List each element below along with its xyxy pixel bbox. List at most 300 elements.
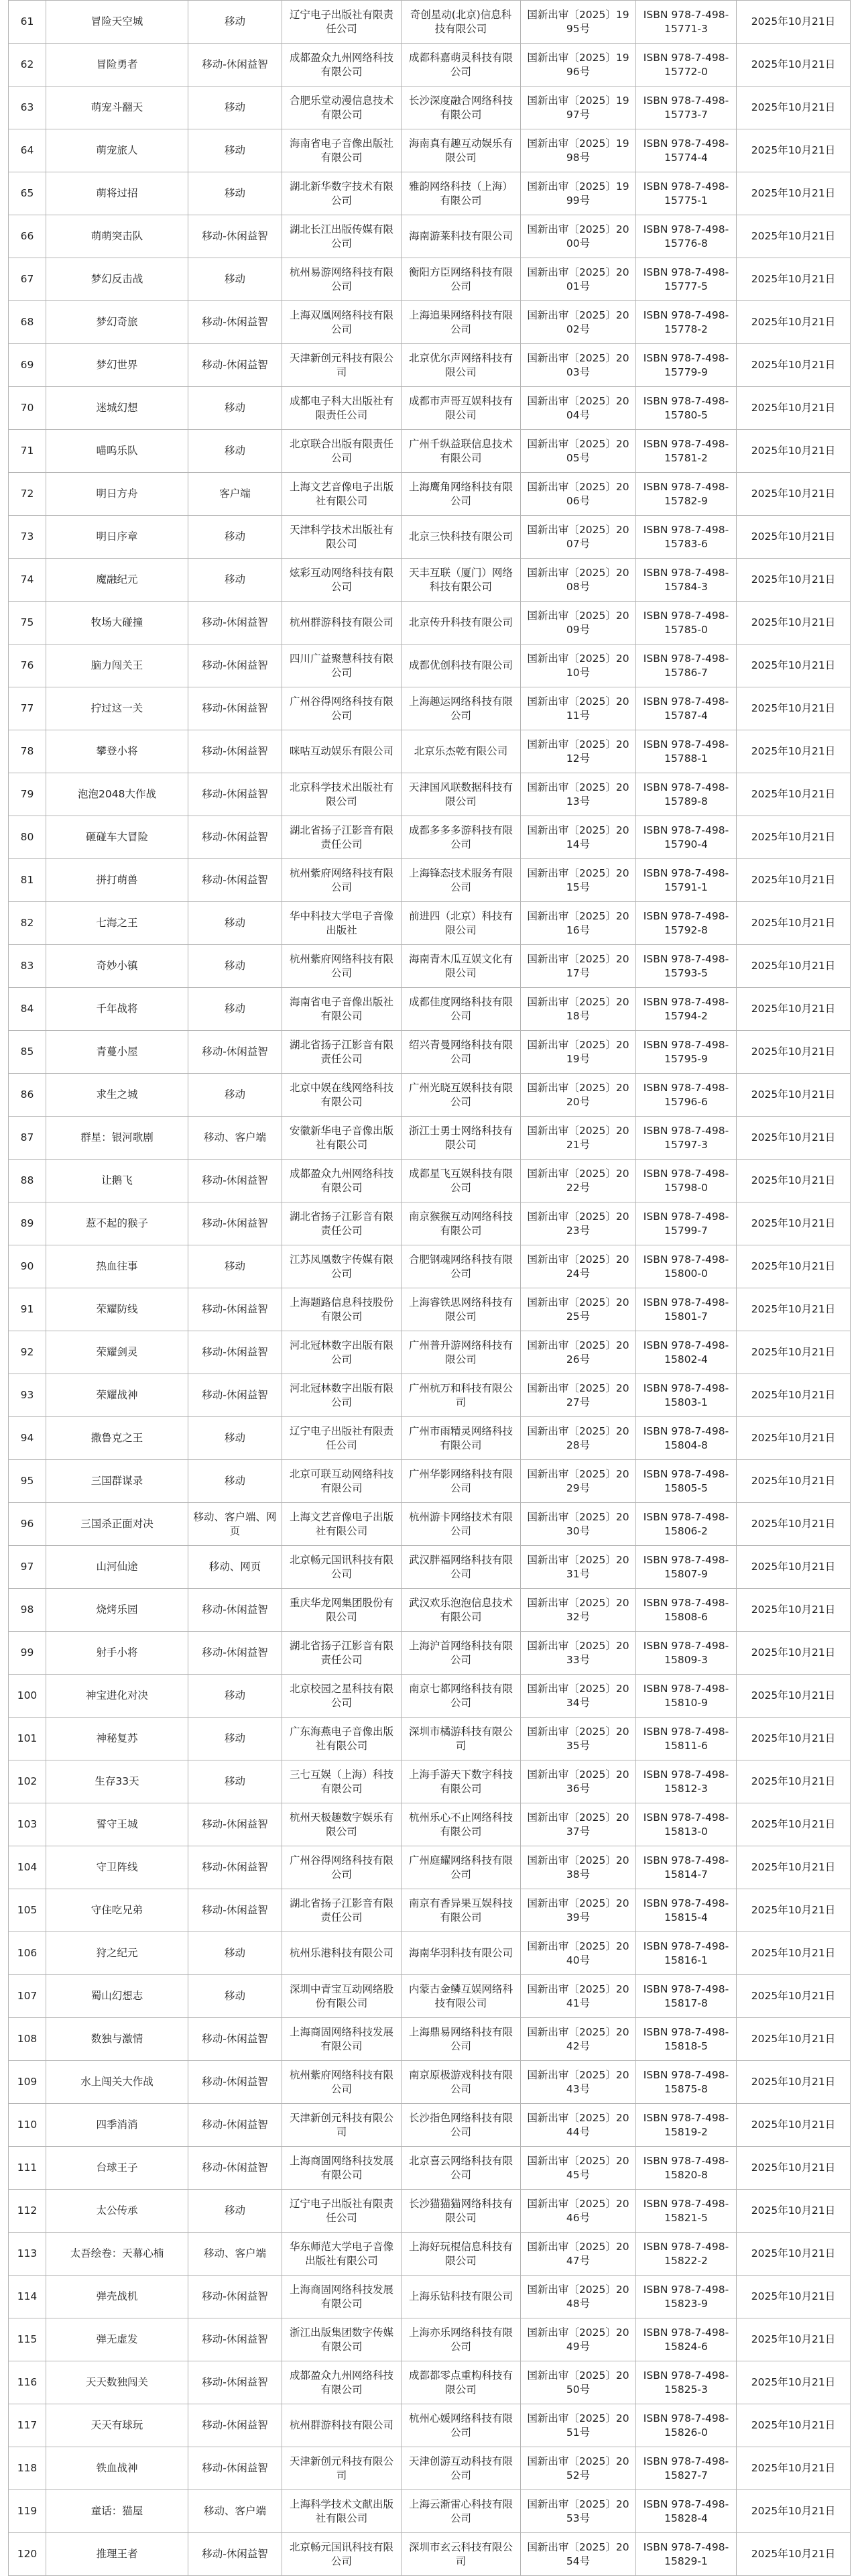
approval-date-cell: 2025年10月21日 — [737, 87, 851, 129]
publisher-cell: 北京科学技术出版社有限公司 — [282, 773, 402, 816]
game-name-cell: 惹不起的猴子 — [46, 1202, 188, 1245]
approval-date-cell: 2025年10月21日 — [737, 1460, 851, 1503]
table-row — [9, 1202, 851, 1245]
table-row — [9, 1245, 851, 1288]
isbn-cell: ISBN 978-7-498-15823-9 — [636, 2276, 737, 2318]
approval-date-cell: 2025年10月21日 — [737, 1031, 851, 1074]
approval-number-cell: 国新出审〔2025〕2013号 — [521, 773, 636, 816]
row-number-cell: 80 — [9, 816, 46, 859]
table-row — [9, 2490, 851, 2533]
approval-number-cell: 国新出审〔2025〕2052号 — [521, 2447, 636, 2490]
isbn-cell: ISBN 978-7-498-15827-7 — [636, 2447, 737, 2490]
table-row — [9, 2361, 851, 2404]
approval-date-cell: 2025年10月21日 — [737, 2276, 851, 2318]
row-number-cell: 103 — [9, 1803, 46, 1846]
game-name-cell: 童话：猫屋 — [46, 2490, 188, 2533]
table-row — [9, 2147, 851, 2190]
table-row — [9, 988, 851, 1031]
table-row — [9, 516, 851, 559]
approval-number-cell: 国新出审〔2025〕2004号 — [521, 387, 636, 430]
operator-cell: 成都市声哥互娱科技有限公司 — [402, 387, 521, 430]
publisher-cell: 广州谷得网络科技有限公司 — [282, 687, 402, 730]
publisher-cell: 北京可联互动网络科技有限公司 — [282, 1460, 402, 1503]
game-name-cell: 数独与激情 — [46, 2018, 188, 2061]
row-number-cell: 107 — [9, 1975, 46, 2018]
operator-cell: 海南青木瓜互娱文化有限公司 — [402, 945, 521, 988]
publisher-cell: 海南省电子音像出版社有限公司 — [282, 129, 402, 172]
approval-date-cell: 2025年10月21日 — [737, 1675, 851, 1718]
approval-date-cell: 2025年10月21日 — [737, 1718, 851, 1760]
row-number-cell: 102 — [9, 1760, 46, 1803]
operator-cell: 成都星飞互娱科技有限公司 — [402, 1160, 521, 1202]
row-number-cell: 90 — [9, 1245, 46, 1288]
isbn-cell: ISBN 978-7-498-15783-6 — [636, 516, 737, 559]
operator-cell: 上海云渐雷心科技有限公司 — [402, 2490, 521, 2533]
publisher-cell: 上海文艺音像电子出版社有限公司 — [282, 473, 402, 516]
publisher-cell: 上海双凰网络科技有限公司 — [282, 301, 402, 344]
approval-number-cell: 国新出审〔2025〕2054号 — [521, 2533, 636, 2576]
approval-date-cell: 2025年10月21日 — [737, 1160, 851, 1202]
publisher-cell: 成都电子科大出版社有限责任公司 — [282, 387, 402, 430]
isbn-cell: ISBN 978-7-498-15803-1 — [636, 1374, 737, 1417]
isbn-cell: ISBN 978-7-498-15797-3 — [636, 1117, 737, 1160]
game-name-cell: 拧过这一关 — [46, 687, 188, 730]
isbn-cell: ISBN 978-7-498-15818-5 — [636, 2018, 737, 2061]
approval-date-cell: 2025年10月21日 — [737, 1117, 851, 1160]
game-name-cell: 太公传承 — [46, 2190, 188, 2233]
row-number-cell: 63 — [9, 87, 46, 129]
game-type-cell: 移动-休闲益智 — [188, 1331, 282, 1374]
publisher-cell: 湖北省扬子江影音有限责任公司 — [282, 1202, 402, 1245]
operator-cell: 广州杭万和科技有限公司 — [402, 1374, 521, 1417]
game-name-cell: 求生之城 — [46, 1074, 188, 1117]
approval-number-cell: 国新出审〔2025〕2017号 — [521, 945, 636, 988]
isbn-cell: ISBN 978-7-498-15822-2 — [636, 2233, 737, 2276]
game-name-cell: 荣耀剑灵 — [46, 1331, 188, 1374]
isbn-cell: ISBN 978-7-498-15802-4 — [636, 1331, 737, 1374]
row-number-cell: 100 — [9, 1675, 46, 1718]
row-number-cell: 116 — [9, 2361, 46, 2404]
game-type-cell: 移动-休闲益智 — [188, 2147, 282, 2190]
approval-date-cell: 2025年10月21日 — [737, 2361, 851, 2404]
operator-cell: 成都都零点重构科技有限公司 — [402, 2361, 521, 2404]
operator-cell: 海南游莱科技有限公司 — [402, 215, 521, 258]
isbn-cell: ISBN 978-7-498-15800-0 — [636, 1245, 737, 1288]
operator-cell: 天津国风联数据科技有限公司 — [402, 773, 521, 816]
isbn-cell: ISBN 978-7-498-15821-5 — [636, 2190, 737, 2233]
operator-cell: 前进四（北京）科技有限公司 — [402, 902, 521, 945]
row-number-cell: 62 — [9, 44, 46, 87]
game-type-cell: 移动 — [188, 2190, 282, 2233]
isbn-cell: ISBN 978-7-498-15792-8 — [636, 902, 737, 945]
isbn-cell: ISBN 978-7-498-15779-9 — [636, 344, 737, 387]
isbn-cell: ISBN 978-7-498-15787-4 — [636, 687, 737, 730]
approval-number-cell: 国新出审〔2025〕2014号 — [521, 816, 636, 859]
operator-cell: 深圳市玄云科技有限公司 — [402, 2533, 521, 2576]
row-number-cell: 104 — [9, 1846, 46, 1889]
game-name-cell: 烧烤乐园 — [46, 1589, 188, 1632]
table-row — [9, 1074, 851, 1117]
row-number-cell: 117 — [9, 2404, 46, 2447]
approval-number-cell: 国新出审〔2025〕2018号 — [521, 988, 636, 1031]
publisher-cell: 安徽新华电子音像出版社有限公司 — [282, 1117, 402, 1160]
approval-date-cell: 2025年10月21日 — [737, 1546, 851, 1589]
game-type-cell: 移动 — [188, 1074, 282, 1117]
isbn-cell: ISBN 978-7-498-15795-9 — [636, 1031, 737, 1074]
publisher-cell: 合肥乐堂动漫信息技术有限公司 — [282, 87, 402, 129]
row-number-cell: 76 — [9, 645, 46, 687]
row-number-cell: 111 — [9, 2147, 46, 2190]
game-name-cell: 梦幻世界 — [46, 344, 188, 387]
table-row — [9, 773, 851, 816]
game-type-cell: 移动 — [188, 945, 282, 988]
publisher-cell: 杭州群游科技有限公司 — [282, 2404, 402, 2447]
game-name-cell: 千年战将 — [46, 988, 188, 1031]
publisher-cell: 河北冠林数字出版有限公司 — [282, 1374, 402, 1417]
approval-number-cell: 国新出审〔2025〕2023号 — [521, 1202, 636, 1245]
operator-cell: 成都优创科技有限公司 — [402, 645, 521, 687]
game-name-cell: 天天有球玩 — [46, 2404, 188, 2447]
row-number-cell: 98 — [9, 1589, 46, 1632]
game-name-cell: 守住吃兄弟 — [46, 1889, 188, 1932]
approval-number-cell: 国新出审〔2025〕2044号 — [521, 2104, 636, 2147]
game-type-cell: 移动-休闲益智 — [188, 645, 282, 687]
approval-date-cell: 2025年10月21日 — [737, 2147, 851, 2190]
operator-cell: 上海睿铁思网络科技有限公司 — [402, 1288, 521, 1331]
row-number-cell: 94 — [9, 1417, 46, 1460]
publisher-cell: 湖北省扬子江影音有限责任公司 — [282, 1889, 402, 1932]
game-type-cell: 移动 — [188, 902, 282, 945]
approval-number-cell: 国新出审〔2025〕2008号 — [521, 559, 636, 602]
game-name-cell: 誓守王城 — [46, 1803, 188, 1846]
publisher-cell: 咪咕互动娱乐有限公司 — [282, 730, 402, 773]
operator-cell: 广州光晓互娱科技有限公司 — [402, 1074, 521, 1117]
approval-date-cell: 2025年10月21日 — [737, 902, 851, 945]
approval-date-cell: 2025年10月21日 — [737, 2404, 851, 2447]
publisher-cell: 广州谷得网络科技有限公司 — [282, 1846, 402, 1889]
operator-cell: 奇创星动(北京)信息科技有限公司 — [402, 1, 521, 44]
row-number-cell: 92 — [9, 1331, 46, 1374]
operator-cell: 北京三快科技有限公司 — [402, 516, 521, 559]
approval-number-cell: 国新出审〔2025〕2049号 — [521, 2318, 636, 2361]
row-number-cell: 86 — [9, 1074, 46, 1117]
game-type-cell: 移动、客户端 — [188, 2233, 282, 2276]
approval-date-cell: 2025年10月21日 — [737, 687, 851, 730]
game-name-cell: 明日序章 — [46, 516, 188, 559]
game-name-cell: 守卫阵线 — [46, 1846, 188, 1889]
approval-date-cell: 2025年10月21日 — [737, 2233, 851, 2276]
operator-cell: 广州市雨精灵网络科技有限公司 — [402, 1417, 521, 1460]
approval-number-cell: 国新出审〔2025〕2043号 — [521, 2061, 636, 2104]
operator-cell: 长沙深度融合网络科技有限公司 — [402, 87, 521, 129]
game-name-cell: 萌宠斗翻天 — [46, 87, 188, 129]
publisher-cell: 广东海燕电子音像出版社有限公司 — [282, 1718, 402, 1760]
publisher-cell: 辽宁电子出版社有限责任公司 — [282, 1417, 402, 1460]
game-name-cell: 荣耀战神 — [46, 1374, 188, 1417]
isbn-cell: ISBN 978-7-498-15812-3 — [636, 1760, 737, 1803]
operator-cell: 内蒙古金鳞互娱网络科技有限公司 — [402, 1975, 521, 2018]
approval-date-cell: 2025年10月21日 — [737, 1417, 851, 1460]
row-number-cell: 91 — [9, 1288, 46, 1331]
row-number-cell: 113 — [9, 2233, 46, 2276]
operator-cell: 北京优尔声网络科技有限公司 — [402, 344, 521, 387]
approval-number-cell: 国新出审〔2025〕2007号 — [521, 516, 636, 559]
game-type-cell: 移动-休闲益智 — [188, 859, 282, 902]
game-type-cell: 移动 — [188, 516, 282, 559]
game-name-cell: 明日方舟 — [46, 473, 188, 516]
isbn-cell: ISBN 978-7-498-15826-0 — [636, 2404, 737, 2447]
publisher-cell: 三七互娱（上海）科技有限公司 — [282, 1760, 402, 1803]
approval-date-cell: 2025年10月21日 — [737, 1846, 851, 1889]
row-number-cell: 65 — [9, 172, 46, 215]
table-row — [9, 645, 851, 687]
isbn-cell: ISBN 978-7-498-15799-7 — [636, 1202, 737, 1245]
publisher-cell: 杭州紫府网络科技有限公司 — [282, 859, 402, 902]
approval-number-cell: 国新出审〔2025〕2010号 — [521, 645, 636, 687]
operator-cell: 北京传升科技有限公司 — [402, 602, 521, 645]
approval-number-cell: 国新出审〔2025〕2005号 — [521, 430, 636, 473]
game-type-cell: 移动 — [188, 387, 282, 430]
publisher-cell: 湖北省扬子江影音有限责任公司 — [282, 1031, 402, 1074]
table-row — [9, 816, 851, 859]
table-row — [9, 1503, 851, 1546]
publisher-cell: 北京校园之星科技有限公司 — [282, 1675, 402, 1718]
operator-cell: 成都多多多游科技有限公司 — [402, 816, 521, 859]
row-number-cell: 93 — [9, 1374, 46, 1417]
approval-number-cell: 国新出审〔2025〕2031号 — [521, 1546, 636, 1589]
approval-date-cell: 2025年10月21日 — [737, 129, 851, 172]
approval-number-cell: 国新出审〔2025〕2040号 — [521, 1932, 636, 1975]
approval-date-cell: 2025年10月21日 — [737, 1331, 851, 1374]
table-row — [9, 2404, 851, 2447]
approval-date-cell: 2025年10月21日 — [737, 301, 851, 344]
approval-number-cell: 国新出审〔2025〕2000号 — [521, 215, 636, 258]
game-type-cell: 移动 — [188, 430, 282, 473]
operator-cell: 天丰互联（厦门）网络科技有限公司 — [402, 559, 521, 602]
table-row — [9, 1675, 851, 1718]
approval-number-cell: 国新出审〔2025〕2048号 — [521, 2276, 636, 2318]
table-row — [9, 172, 851, 215]
game-type-cell: 移动-休闲益智 — [188, 2018, 282, 2061]
game-name-cell: 梦幻反击战 — [46, 258, 188, 301]
isbn-cell: ISBN 978-7-498-15788-1 — [636, 730, 737, 773]
operator-cell: 长沙猫猫猫网络科技有限公司 — [402, 2190, 521, 2233]
publisher-cell: 成都盈众九州网络科技有限公司 — [282, 1160, 402, 1202]
approval-date-cell: 2025年10月21日 — [737, 1632, 851, 1675]
game-name-cell: 荣耀防线 — [46, 1288, 188, 1331]
game-type-cell: 移动-休闲益智 — [188, 1889, 282, 1932]
approval-date-cell: 2025年10月21日 — [737, 2061, 851, 2104]
operator-cell: 上海追果网络科技有限公司 — [402, 301, 521, 344]
publisher-cell: 上海科学技术文献出版社有限公司 — [282, 2490, 402, 2533]
isbn-cell: ISBN 978-7-498-15785-0 — [636, 602, 737, 645]
approval-date-cell: 2025年10月21日 — [737, 1760, 851, 1803]
game-name-cell: 砸碰车大冒险 — [46, 816, 188, 859]
operator-cell: 海南真有趣互动娱乐有限公司 — [402, 129, 521, 172]
game-name-cell: 生存33天 — [46, 1760, 188, 1803]
game-name-cell: 水上闯关大作战 — [46, 2061, 188, 2104]
game-type-cell: 移动-休闲益智 — [188, 1202, 282, 1245]
isbn-cell: ISBN 978-7-498-15829-1 — [636, 2533, 737, 2576]
approval-number-cell: 国新出审〔2025〕2019号 — [521, 1031, 636, 1074]
game-type-cell: 移动、客户端 — [188, 1117, 282, 1160]
game-type-cell: 移动 — [188, 1245, 282, 1288]
approval-date-cell: 2025年10月21日 — [737, 730, 851, 773]
approval-number-cell: 国新出审〔2025〕2051号 — [521, 2404, 636, 2447]
game-type-cell: 移动 — [188, 1718, 282, 1760]
approval-date-cell: 2025年10月21日 — [737, 945, 851, 988]
game-name-cell: 梦幻奇旅 — [46, 301, 188, 344]
game-type-cell: 移动 — [188, 988, 282, 1031]
game-type-cell: 移动 — [188, 559, 282, 602]
publisher-cell: 天津新创元科技有限公司 — [282, 344, 402, 387]
table-row — [9, 2104, 851, 2147]
approval-date-cell: 2025年10月21日 — [737, 430, 851, 473]
approval-date-cell: 2025年10月21日 — [737, 2490, 851, 2533]
table-row — [9, 559, 851, 602]
game-name-cell: 魔融纪元 — [46, 559, 188, 602]
game-name-cell: 蜀山幻想志 — [46, 1975, 188, 2018]
isbn-cell: ISBN 978-7-498-15772-0 — [636, 44, 737, 87]
approval-number-cell: 国新出审〔2025〕1996号 — [521, 44, 636, 87]
publisher-cell: 上海商固网络科技发展有限公司 — [282, 2276, 402, 2318]
approval-number-cell: 国新出审〔2025〕2041号 — [521, 1975, 636, 2018]
approval-date-cell: 2025年10月21日 — [737, 172, 851, 215]
game-name-cell: 天天数独闯关 — [46, 2361, 188, 2404]
approval-number-cell: 国新出审〔2025〕2025号 — [521, 1288, 636, 1331]
publisher-cell: 深圳中青宝互动网络股份有限公司 — [282, 1975, 402, 2018]
operator-cell: 合肥钢魂网络科技有限公司 — [402, 1245, 521, 1288]
approval-date-cell: 2025年10月21日 — [737, 559, 851, 602]
game-type-cell: 移动-休闲益智 — [188, 2361, 282, 2404]
row-number-cell: 64 — [9, 129, 46, 172]
game-name-cell: 四季消消 — [46, 2104, 188, 2147]
isbn-cell: ISBN 978-7-498-15773-7 — [636, 87, 737, 129]
game-type-cell: 移动-休闲益智 — [188, 773, 282, 816]
game-type-cell: 移动-休闲益智 — [188, 301, 282, 344]
table-row — [9, 2190, 851, 2233]
game-type-cell: 移动 — [188, 1460, 282, 1503]
game-type-cell: 移动-休闲益智 — [188, 2533, 282, 2576]
operator-cell: 雅韵网络科技（上海）有限公司 — [402, 172, 521, 215]
table-row — [9, 87, 851, 129]
approval-number-cell: 国新出审〔2025〕1998号 — [521, 129, 636, 172]
table-row — [9, 387, 851, 430]
approval-date-cell: 2025年10月21日 — [737, 387, 851, 430]
row-number-cell: 118 — [9, 2447, 46, 2490]
game-type-cell: 移动 — [188, 1975, 282, 2018]
operator-cell: 南京七都网络科技有限公司 — [402, 1675, 521, 1718]
approval-number-cell: 国新出审〔2025〕2001号 — [521, 258, 636, 301]
isbn-cell: ISBN 978-7-498-15780-5 — [636, 387, 737, 430]
approval-number-cell: 国新出审〔2025〕2003号 — [521, 344, 636, 387]
publisher-cell: 河北冠林数字出版有限公司 — [282, 1331, 402, 1374]
approval-number-cell: 国新出审〔2025〕2015号 — [521, 859, 636, 902]
approval-date-cell: 2025年10月21日 — [737, 1503, 851, 1546]
row-number-cell: 99 — [9, 1632, 46, 1675]
row-number-cell: 112 — [9, 2190, 46, 2233]
game-type-cell: 移动-休闲益智 — [188, 816, 282, 859]
operator-cell: 深圳市橘游科技有限公司 — [402, 1718, 521, 1760]
game-type-cell: 移动、客户端 — [188, 2490, 282, 2533]
isbn-cell: ISBN 978-7-498-15824-6 — [636, 2318, 737, 2361]
game-type-cell: 移动-休闲益智 — [188, 1803, 282, 1846]
game-type-cell: 移动-休闲益智 — [188, 2276, 282, 2318]
game-type-cell: 移动 — [188, 1675, 282, 1718]
game-type-cell: 移动、网页 — [188, 1546, 282, 1589]
table-row — [9, 129, 851, 172]
approval-date-cell: 2025年10月21日 — [737, 816, 851, 859]
approval-date-cell: 2025年10月21日 — [737, 215, 851, 258]
game-name-cell: 铁血战神 — [46, 2447, 188, 2490]
approval-number-cell: 国新出审〔2025〕2036号 — [521, 1760, 636, 1803]
publisher-cell: 北京中娱在线网络科技有限公司 — [282, 1074, 402, 1117]
isbn-cell: ISBN 978-7-498-15771-3 — [636, 1, 737, 44]
operator-cell: 南京猴猴互动网络科技有限公司 — [402, 1202, 521, 1245]
game-type-cell: 移动-休闲益智 — [188, 1846, 282, 1889]
isbn-cell: ISBN 978-7-498-15875-8 — [636, 2061, 737, 2104]
approval-number-cell: 国新出审〔2025〕2011号 — [521, 687, 636, 730]
approval-number-cell: 国新出审〔2025〕2016号 — [521, 902, 636, 945]
isbn-cell: ISBN 978-7-498-15825-3 — [636, 2361, 737, 2404]
isbn-cell: ISBN 978-7-498-15794-2 — [636, 988, 737, 1031]
isbn-cell: ISBN 978-7-498-15819-2 — [636, 2104, 737, 2147]
isbn-cell: ISBN 978-7-498-15805-5 — [636, 1460, 737, 1503]
publisher-cell: 华东师范大学电子音像出版社有限公司 — [282, 2233, 402, 2276]
isbn-cell: ISBN 978-7-498-15817-8 — [636, 1975, 737, 2018]
approval-number-cell: 国新出审〔2025〕2034号 — [521, 1675, 636, 1718]
isbn-cell: ISBN 978-7-498-15807-9 — [636, 1546, 737, 1589]
approval-number-cell: 国新出审〔2025〕1995号 — [521, 1, 636, 44]
game-approval-table — [8, 0, 851, 2576]
table-row — [9, 1031, 851, 1074]
publisher-cell: 辽宁电子出版社有限责任公司 — [282, 1, 402, 44]
approval-number-cell: 国新出审〔2025〕2002号 — [521, 301, 636, 344]
publisher-cell: 杭州易游网络科技有限公司 — [282, 258, 402, 301]
game-type-cell: 移动-休闲益智 — [188, 44, 282, 87]
game-name-cell: 奇妙小镇 — [46, 945, 188, 988]
isbn-cell: ISBN 978-7-498-15776-8 — [636, 215, 737, 258]
publisher-cell: 上海商固网络科技发展有限公司 — [282, 2018, 402, 2061]
isbn-cell: ISBN 978-7-498-15815-4 — [636, 1889, 737, 1932]
row-number-cell: 97 — [9, 1546, 46, 1589]
table-row — [9, 2318, 851, 2361]
publisher-cell: 成都盈众九州网络科技有限公司 — [282, 44, 402, 87]
game-type-cell: 移动-休闲益智 — [188, 1160, 282, 1202]
game-type-cell: 客户端 — [188, 473, 282, 516]
table-row — [9, 1288, 851, 1331]
operator-cell: 长沙指色网络科技有限公司 — [402, 2104, 521, 2147]
row-number-cell: 106 — [9, 1932, 46, 1975]
game-type-cell: 移动 — [188, 1417, 282, 1460]
game-type-cell: 移动 — [188, 87, 282, 129]
approval-number-cell: 国新出审〔2025〕1999号 — [521, 172, 636, 215]
operator-cell: 杭州心媛网络科技有限公司 — [402, 2404, 521, 2447]
table-row — [9, 945, 851, 988]
approval-date-cell: 2025年10月21日 — [737, 1288, 851, 1331]
publisher-cell: 天津新创元科技有限公司 — [282, 2104, 402, 2147]
approval-number-cell: 国新出审〔2025〕2028号 — [521, 1417, 636, 1460]
publisher-cell: 上海文艺音像电子出版社有限公司 — [282, 1503, 402, 1546]
approval-number-cell: 国新出审〔2025〕2046号 — [521, 2190, 636, 2233]
operator-cell: 成都佳度网络科技有限公司 — [402, 988, 521, 1031]
approval-number-cell: 国新出审〔2025〕2037号 — [521, 1803, 636, 1846]
game-type-cell: 移动-休闲益智 — [188, 1589, 282, 1632]
isbn-cell: ISBN 978-7-498-15804-8 — [636, 1417, 737, 1460]
isbn-cell: ISBN 978-7-498-15828-4 — [636, 2490, 737, 2533]
game-type-cell: 移动 — [188, 1932, 282, 1975]
game-type-cell: 移动 — [188, 1, 282, 44]
